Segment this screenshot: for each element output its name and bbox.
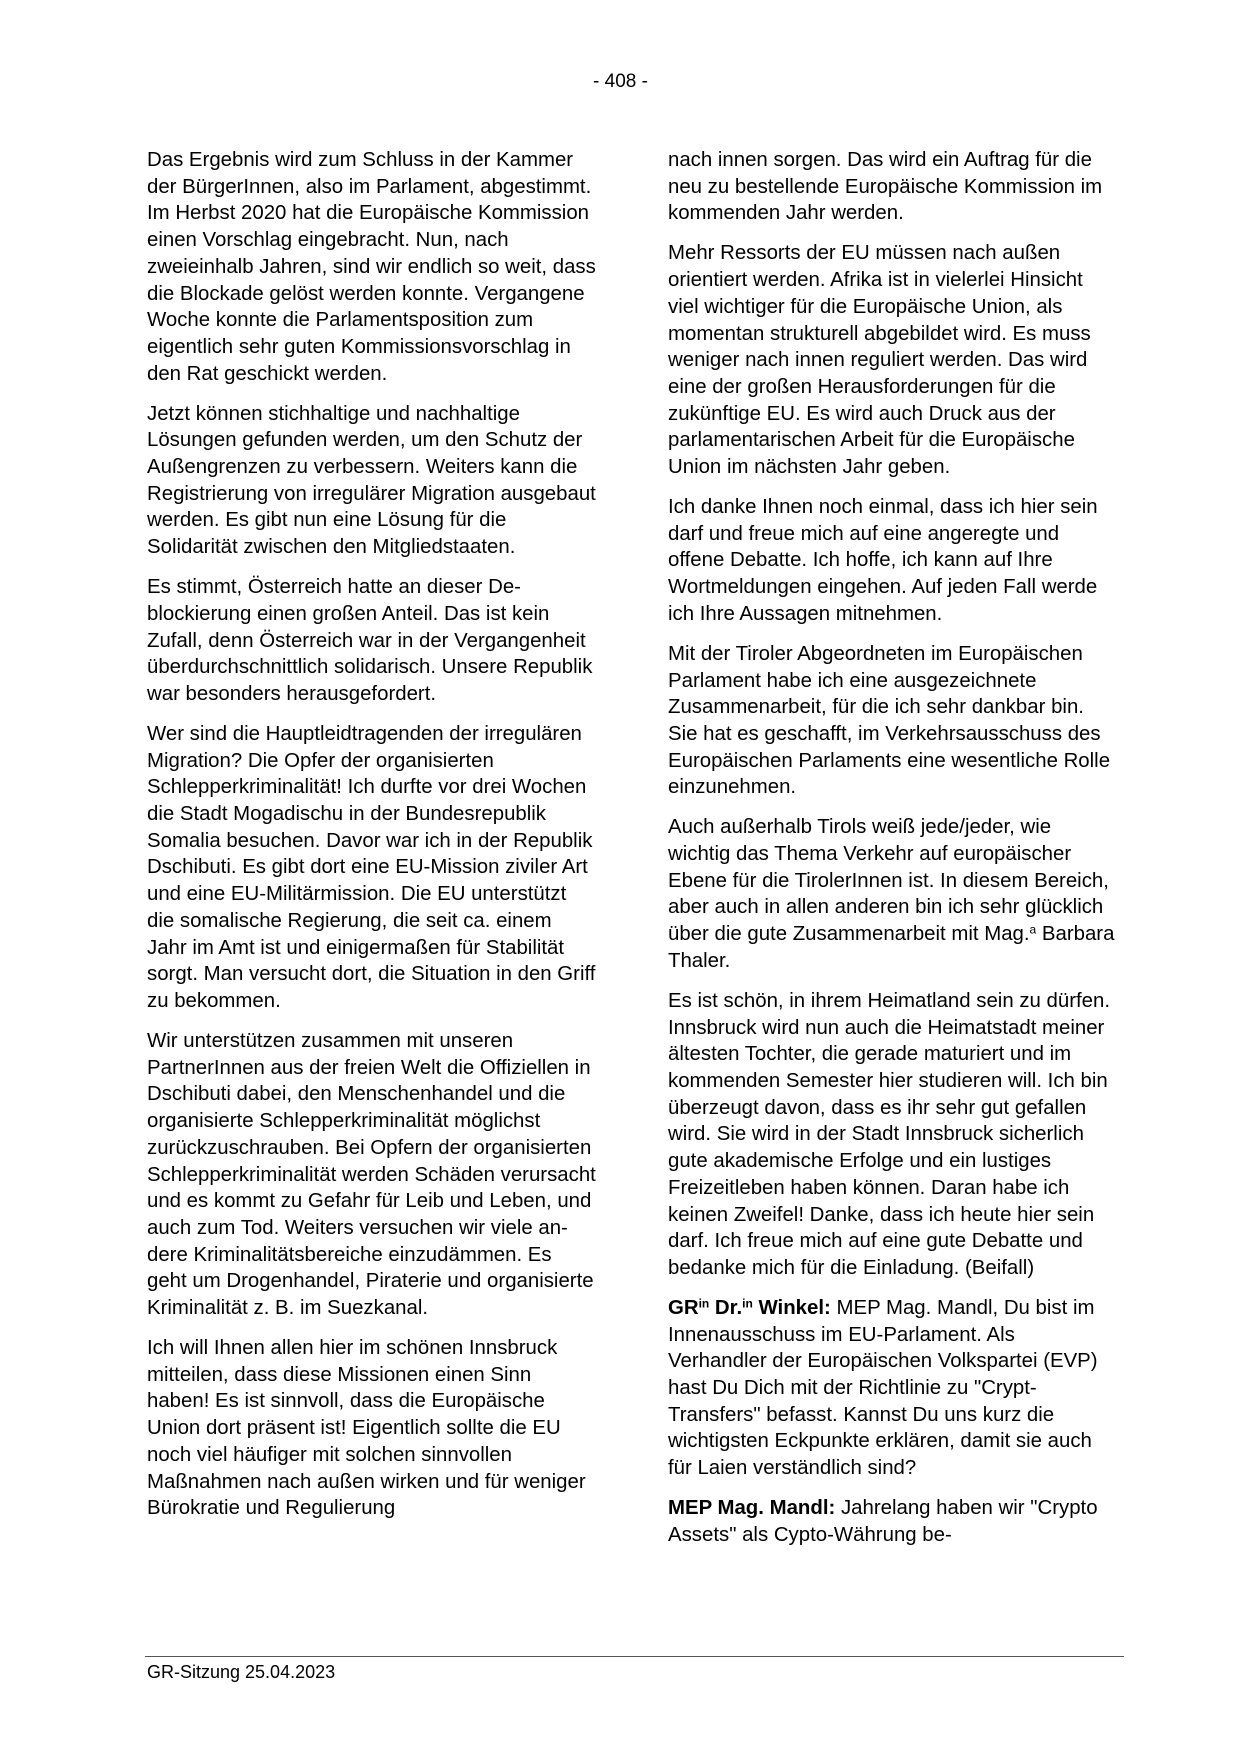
paragraph: Mit der Tiroler Abgeordneten im Europäischen Parlament habe ich eine ausgezeichnete Zusammenarbeit, für die ich sehr dankbar bin. Sie hat es geschafft, im Verkehrsausschuss des Europäischen Parlaments eine wesentliche Rolle einzunehmen. <box>668 642 1111 799</box>
paragraph-text: Auch außerhalb Tirols weiß jede/jeder, wie wichtig das Thema Verkehr auf europäischer Ebene für die TirolerInnen ist. In diesem Bereich, aber auch in allen anderen bin ich sehr glücklich über die gute Zusammenarbeit mit Mag. <box>668 816 1109 946</box>
paragraph: Das Ergebnis wird zum Schluss in der Kammer der BürgerInnen, also im Parlament, abgestimmt. Im Herbst 2020 hat die Europäische Kommission einen Vorschlag eingebracht. Nun, nach zweieinhalb Jahren, sind wir endlich so weit, dass die Blockade gelöst werden konnte. Vergangene Woche konnte die Parlamentsposition zum eigentlich sehr guten Kommissionsvorschlag in den Rat geschickt werden. <box>147 149 596 385</box>
paragraph: Mehr Ressorts der EU müssen nach außen orientiert werden. Afrika ist in vielerlei Hinsicht viel wichtiger für die Europäische Union, als momentan strukturell abgebildet wird. Es muss weniger nach innen reguliert werden. Das wird eine der großen Herausforderungen für die zukünftige EU. Es wird auch Druck aus der parlamentarischen Arbeit für die Europäische Union im nächsten Jahr geben. <box>668 242 1091 479</box>
speaker-name: MEP Mag. Mandl: <box>668 1497 836 1520</box>
paragraph: Wer sind die Hauptleidtragenden der irregulären Migration? Die Opfer der organisierten Schlepperkriminalität! Ich durfte vor drei Wochen die Stadt Mogadischu in der Bundesrepublik Somalia besuchen. Davor war ich in der Republik Dschibuti. Es gibt dort eine EU-Mission ziviler Art und eine EU-Militärmission. Die EU unterstützt die somalische Regierung, die seit ca. einem Jahr im Amt ist und einigermaßen für Stabilität sorgt. Man versucht dort, die Situation in den Griff zu bekommen. <box>147 722 596 1012</box>
paragraph: Es ist schön, in ihrem Heimatland sein zu dürfen. Innsbruck wird nun auch die Heimatstadt meiner ältesten Tochter, die gerade maturiert und im kommenden Semester hier studieren will. Ich bin überzeugt davon, dass es ihr sehr gut gefallen wird. Sie wird in der Stadt Innsbruck sicherlich gute akademische Erfolge und ein lustiges Freizeitleben haben können. Daran habe ich keinen Zweifel! Danke, dass ich heute hier sein darf. Ich freue mich auf eine gute Debatte und bedanke mich für die Einladung. (Beifall) <box>668 989 1111 1279</box>
speech-text: MEP Mag. Mandl, Du bist im Innenausschuss im EU-Parlament. Als Verhandler der Europäischen Volkspartei (EVP) hast Du Dich mit der Richtlinie zu "Crypt-Transfers" befasst. Kannst Du uns kurz die wichtigsten Eckpunkte erklären, damit sie auch für Laien verständlich sind? <box>668 1296 1098 1480</box>
paragraph: Es stimmt, Österreich hatte an dieser Deblockierung einen großen Anteil. Das ist kein Zufall, denn Österreich war in der Vergangenheit überdurchschnittlich solidarisch. Unsere Republik war besonders herausgefordert. <box>147 576 593 705</box>
speaker-paragraph <box>668 1495 1117 1548</box>
paragraph: Jetzt können stichhaltige und nachhaltige Lösungen gefunden werden, um den Schutz der Außengrenzen zu verbessern. Weiters kann die Registrierung von irregulärer Migration ausgebaut werden. Es gibt nun eine Lösung für die Solidarität zwischen den Mitgliedstaaten. <box>147 402 596 559</box>
footer-session-date: GR-Sitzung 25.04.2023 <box>147 1662 336 1682</box>
speech-text: Jahrelang haben wir "Crypto Assets" als Cypto-Währung be- <box>668 1497 1098 1546</box>
paragraph-text: Barbara Thaler. <box>668 923 1115 972</box>
paragraph <box>668 814 1117 974</box>
paragraph: Ich danke Ihnen noch einmal, dass ich hier sein darf und freue mich auf eine angeregte und offene Debatte. Ich hoffe, ich kann auf Ihre Wortmeldungen eingehen. Auf jeden Fall werde ich Ihre Aussagen mitnehmen. <box>668 496 1098 625</box>
speaker-title: Dr. <box>709 1296 743 1319</box>
page-number: - 408 - <box>593 71 648 92</box>
paragraph: Ich will Ihnen allen hier im schönen Innsbruck mitteilen, dass diese Missionen einen Sinn haben! Es ist sinnvoll, dass die Europäische Union dort präsent ist! Eigentlich sollte die EU noch viel häufiger mit solchen sinnvollen Maßnahmen nach außen wirken und für weniger Bürokratie und Regulierung <box>147 1337 586 1520</box>
superscript: in <box>698 1296 710 1311</box>
speaker-paragraph <box>668 1295 1117 1482</box>
speaker-name <box>668 1297 831 1319</box>
right-column <box>668 147 1117 1549</box>
footer-divider <box>145 1656 1124 1657</box>
speaker-surname: Winkel: <box>752 1296 831 1319</box>
superscript: a <box>1029 922 1037 937</box>
left-column <box>147 147 596 1522</box>
superscript: in <box>742 1296 753 1311</box>
paragraph: Wir unterstützen zusammen mit unseren PartnerInnen aus der freien Welt die Offiziellen in Dschibuti dabei, den Menschenhandel und die organisierte Schlepperkriminalität möglichst zurückzuschrauben. Bei Opfern der organisierten Schlepperkriminalität werden Schäden verursacht und es kommt zu Gefahr für Leib und Leben, und auch zum Tod. Weiters versuchen wir viele andere Kriminalitätsbereiche einzudämmen. Es geht um Drogenhandel, Piraterie und organisierte Kriminalität z. B. im Suezkanal. <box>147 1029 596 1320</box>
speaker-title: GR <box>668 1296 699 1319</box>
paragraph: nach innen sorgen. Das wird ein Auftrag für die neu zu bestellende Europäische Kommission im kommenden Jahr werden. <box>668 149 1103 225</box>
